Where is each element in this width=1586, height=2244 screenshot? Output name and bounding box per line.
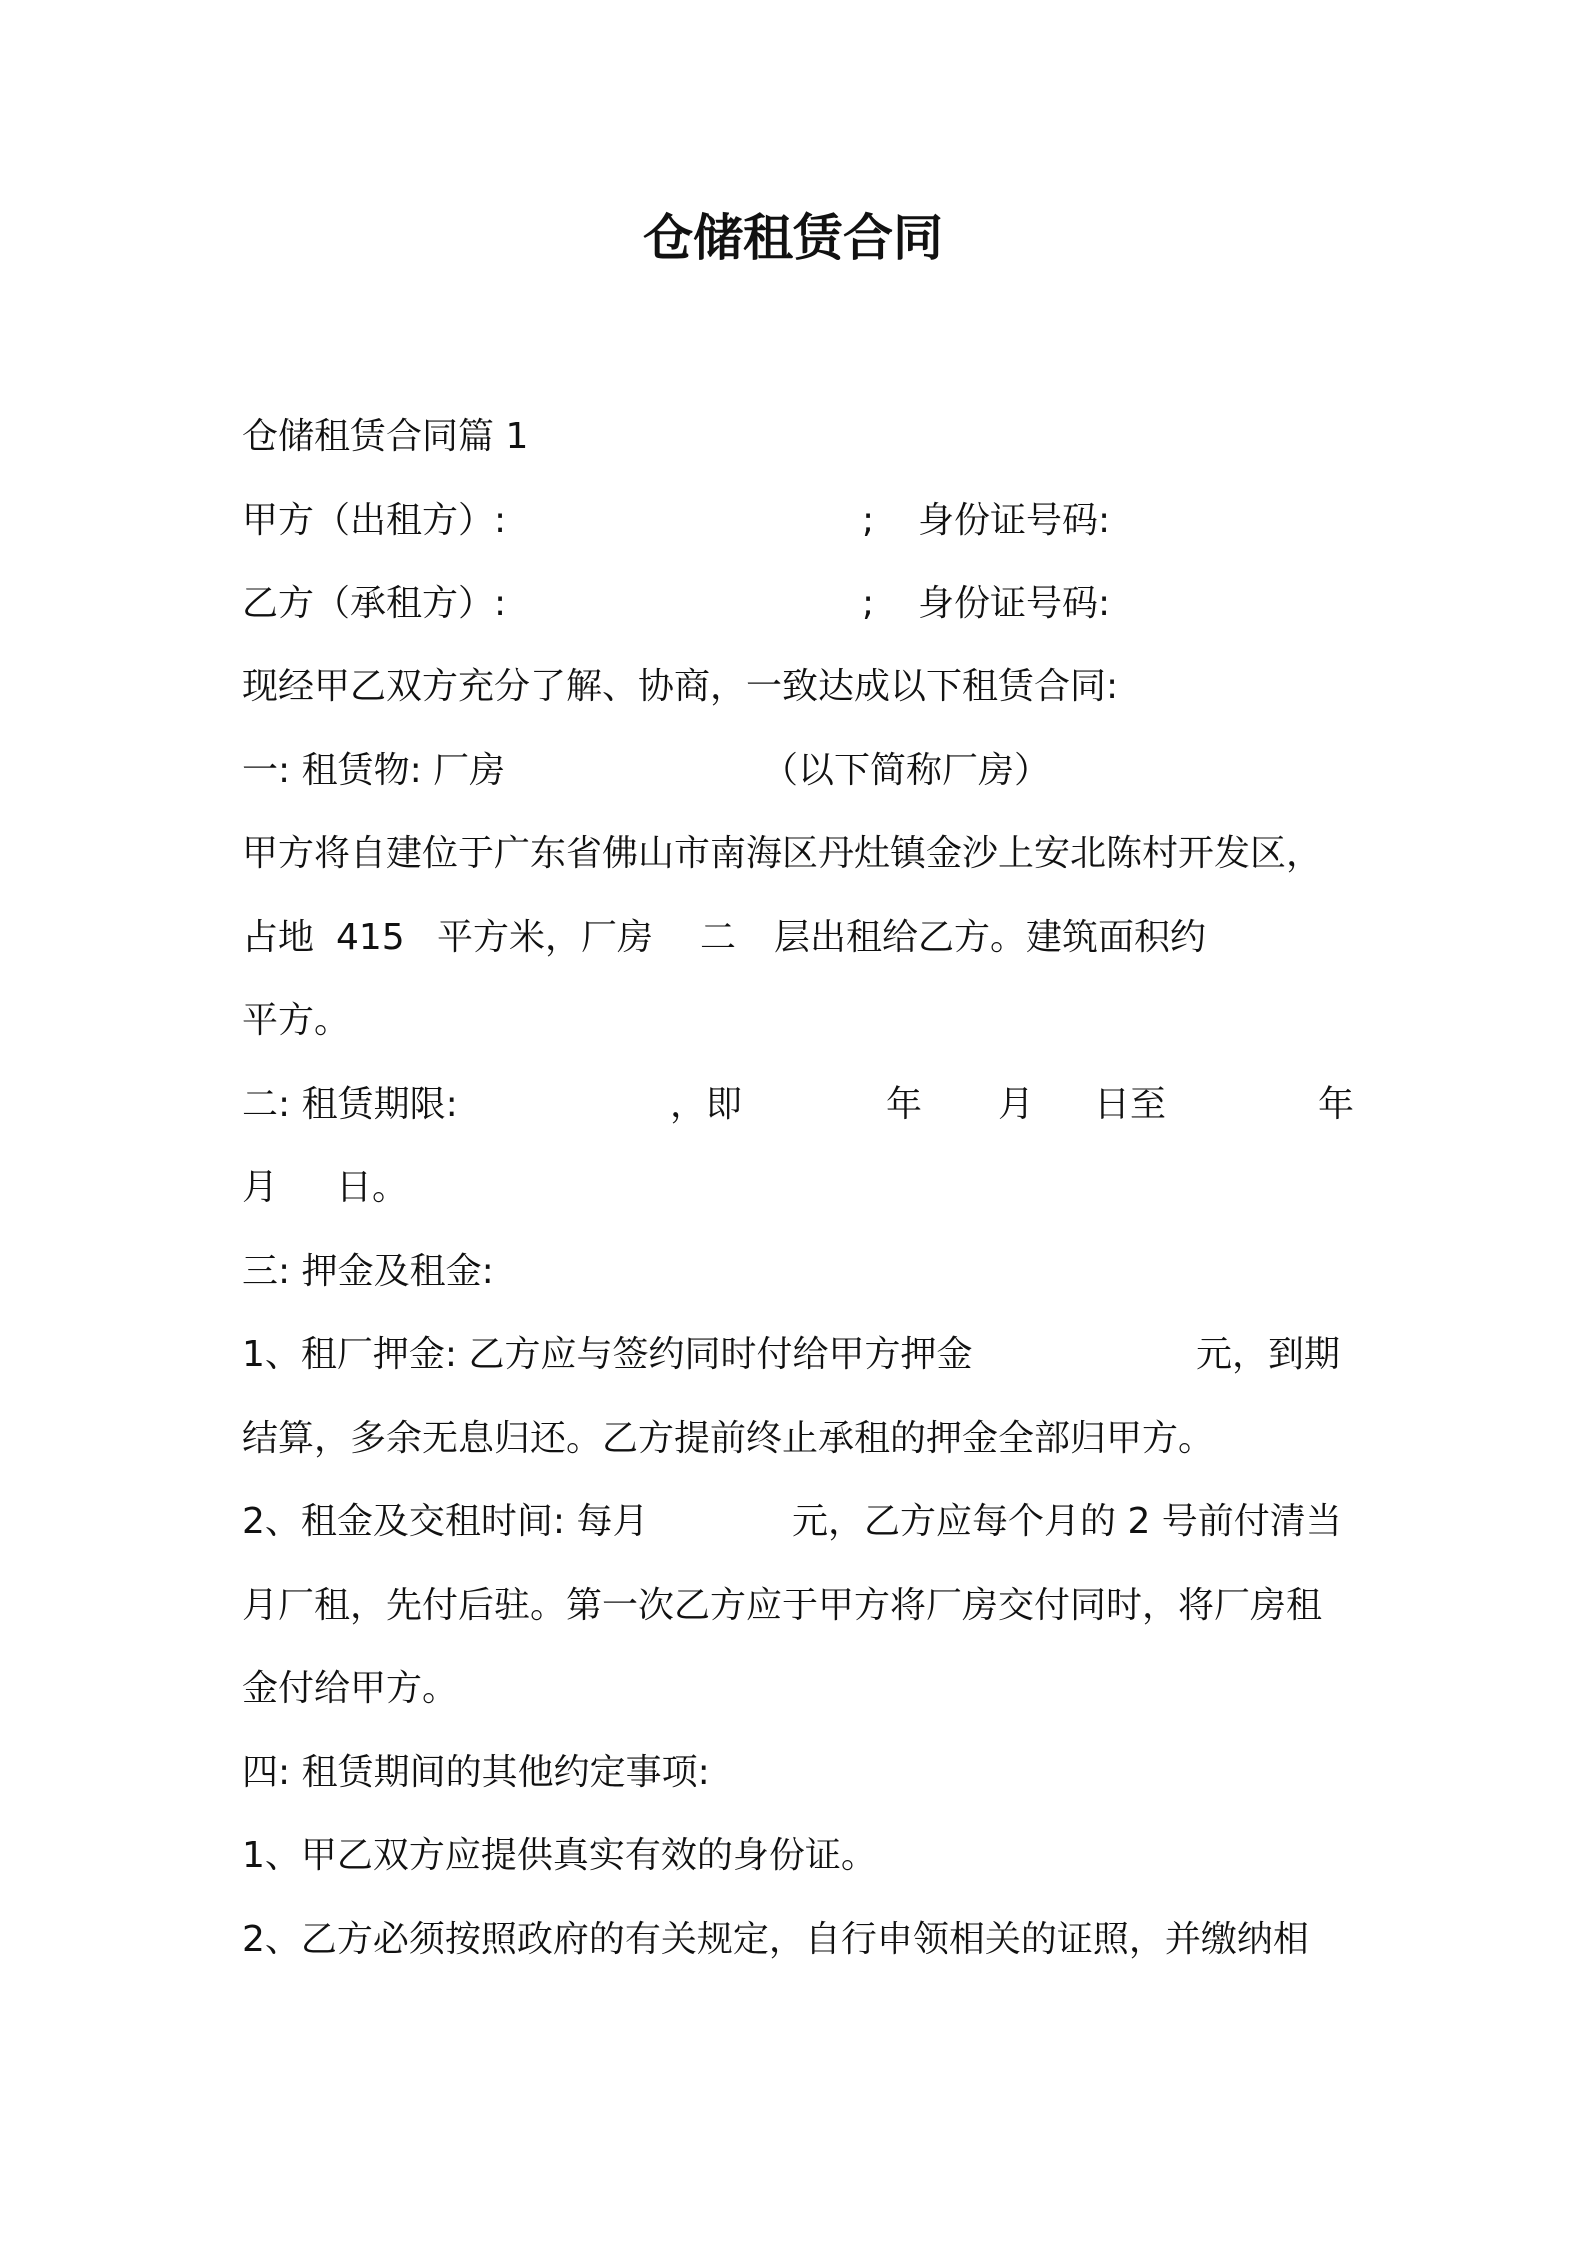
clause1-area-unit: 平方米，厂房 [437,917,654,958]
clause1-text-line3: 平方。 [242,1000,351,1041]
clause2-line1 [242,1080,1355,1130]
clause1-floors-suffix: 层出租给乙方。建筑面积约 [774,917,1207,958]
intro-text: 现经甲乙双方充分了解、协商，一致达成以下租赁合同: [242,666,1119,707]
clause1-note: （以下简称厂房） [762,750,1051,791]
party-b-semicolon: ; [862,583,875,624]
clause3-heading: 三: 押金及租金: [242,1251,494,1292]
clause3-item2-suffix: 元，乙方应每个月的 2 号前付清当 [792,1501,1342,1542]
clause2-ji: ，即 [670,1084,743,1125]
party-a-id-label: 身份证号码: [918,500,1111,541]
clause4-item1: 1、甲乙双方应提供真实有效的身份证。 [242,1835,877,1876]
party-b-line [242,579,1342,629]
clause2-line2 [242,1163,1342,1213]
clause2-year1: 年 [886,1084,923,1125]
clause2-day2: 日。 [336,1167,409,1208]
clause4-item2: 2、乙方必须按照政府的有关规定，自行申领相关的证照，并缴纳相 [242,1919,1309,1960]
party-a-semicolon: ; [862,500,875,541]
clause3-item2-line2: 月厂租，先付后驻。第一次乙方应于甲方将厂房交付同时，将厂房租 [242,1585,1323,1626]
clause3-item2-prefix: 2、租金及交租时间: 每月 [242,1501,649,1542]
clause2-month2: 月 [242,1167,279,1208]
document-title: 仓储租赁合同 [643,209,943,267]
clause2-month1: 月 [998,1084,1035,1125]
clause3-item1-suffix: 元，到期 [1196,1334,1341,1375]
clause1-heading: 一: 租赁物: 厂房 [242,750,506,791]
party-a-label: 甲方（出租方）: [242,500,507,541]
clause1-area-value: 415 [336,917,405,958]
clause2-day-to: 日至 [1094,1084,1167,1125]
clause1-floors-value: 二 [700,917,737,958]
clause1-text-line2 [242,913,1342,963]
party-b-label: 乙方（承租方）: [242,583,507,624]
clause3-item1-prefix: 1、租厂押金: 乙方应与签约同时付给甲方押金 [242,1334,973,1375]
party-a-line [242,496,1342,546]
clause3-item2-line3: 金付给甲方。 [242,1668,459,1709]
party-b-id-label: 身份证号码: [918,583,1111,624]
clause2-year2: 年 [1318,1084,1355,1125]
clause3-item1-line1 [242,1330,1352,1380]
clause4-heading: 四: 租赁期间的其他约定事项: [242,1752,710,1793]
clause3-item1-line2: 结算，多余无息归还。乙方提前终止承租的押金全部归甲方。 [242,1418,1215,1459]
clause2-heading: 二: 租赁期限: [242,1084,458,1125]
clause1-text-line1: 甲方将自建位于广东省佛山市南海区丹灶镇金沙上安北陈村开发区， [242,833,1323,874]
clause1-area-prefix: 占地 [242,917,315,958]
clause3-item2-line1 [242,1497,1352,1547]
clause1-heading-line [242,746,1342,796]
section-heading: 仓储租赁合同篇 1 [242,416,529,457]
